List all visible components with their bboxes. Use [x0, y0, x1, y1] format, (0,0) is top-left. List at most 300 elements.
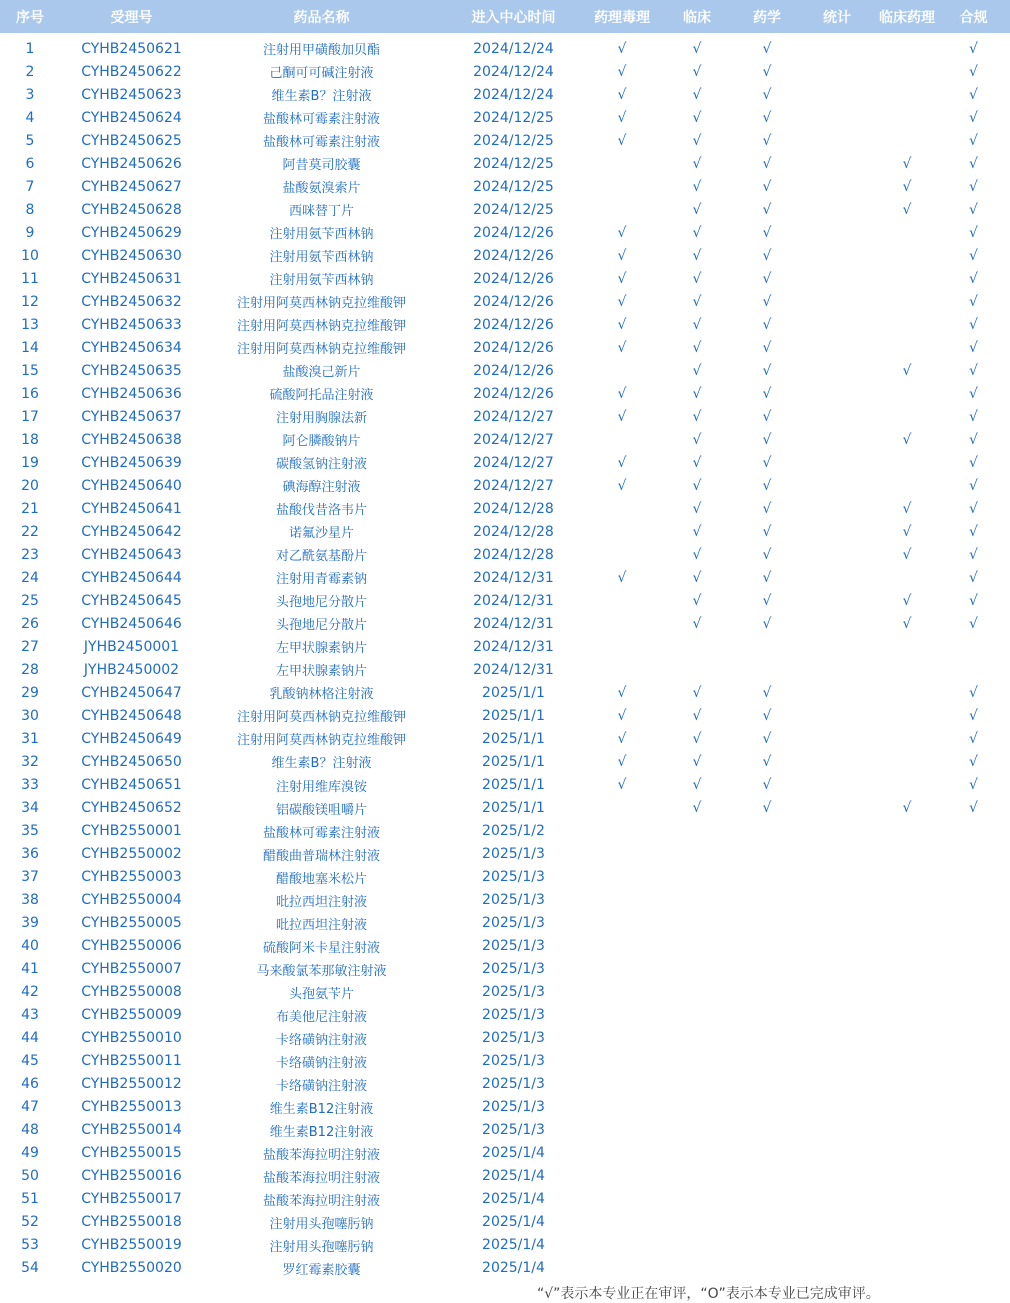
cell-statistics [797, 658, 877, 681]
cell-statistics [797, 543, 877, 566]
cell-pharmaceutics: √ [762, 86, 772, 103]
cell-entry-date: 2024/12/31 [473, 638, 554, 655]
cell-drug-name: 盐酸林可霉素注射液 [262, 825, 380, 841]
cell-statistics [797, 244, 877, 267]
table-row [0, 497, 1010, 520]
cell-pharmacology-toxicology [587, 981, 657, 1004]
cell-clinical-pharmacology [877, 750, 937, 773]
cell-clinical-pharmacology [877, 912, 937, 935]
cell-entry-date: 2024/12/26 [473, 385, 554, 402]
table-row [0, 1096, 1010, 1119]
cell-compliance [937, 866, 1010, 889]
cell-acceptance-no: CYHB2550016 [81, 1168, 182, 1185]
cell-acceptance-no: CYHB2550014 [81, 1122, 182, 1139]
cell-no: 13 [21, 316, 39, 333]
cell-entry-date: 2025/1/3 [482, 846, 545, 863]
cell-acceptance-no: CYHB2450627 [81, 178, 182, 195]
cell-no: 12 [21, 293, 39, 310]
cell-pharmaceutics: √ [762, 569, 772, 586]
cell-entry-date: 2024/12/27 [473, 454, 554, 471]
cell-no: 4 [25, 109, 35, 126]
cell-clinical-pharmacology: √ [902, 546, 912, 563]
table-row [0, 704, 1010, 727]
cell-clinical [657, 981, 737, 1004]
table-row [0, 198, 1010, 221]
cell-pharmacology-toxicology [587, 635, 657, 658]
cell-entry-date: 2025/1/1 [482, 707, 545, 724]
cell-compliance: √ [969, 777, 978, 793]
cell-no: 45 [21, 1053, 39, 1070]
cell-no: 52 [21, 1214, 39, 1231]
cell-drug-name: 左甲状腺素钠片 [275, 664, 367, 680]
cell-compliance [937, 843, 1010, 866]
cell-clinical [657, 958, 737, 981]
cell-pharmaceutics: √ [762, 178, 772, 195]
cell-drug-name: 注射用氨苄西林钠 [269, 227, 374, 243]
cell-acceptance-no: CYHB2550019 [81, 1237, 182, 1254]
cell-clinical-pharmacology [877, 958, 937, 981]
cell-statistics [797, 129, 877, 152]
table-row [0, 981, 1010, 1004]
cell-clinical-pharmacology: √ [902, 615, 912, 632]
cell-drug-name: 头孢氨苄片 [288, 986, 354, 1002]
cell-entry-date: 2025/1/4 [482, 1191, 545, 1208]
cell-statistics [797, 1165, 877, 1188]
cell-entry-date: 2024/12/26 [473, 362, 554, 379]
cell-entry-date: 2024/12/31 [473, 592, 554, 609]
cell-acceptance-no: CYHB2450640 [81, 477, 182, 494]
cell-clinical-pharmacology [877, 1234, 937, 1257]
cell-drug-name: 硫酸阿托品注射液 [269, 388, 374, 404]
cell-clinical [657, 1257, 737, 1280]
cell-pharmacology-toxicology: √ [617, 40, 627, 57]
cell-acceptance-no: CYHB2450635 [81, 362, 182, 379]
cell-clinical: √ [692, 40, 702, 57]
cell-clinical: √ [692, 178, 702, 195]
cell-pharmacology-toxicology: √ [617, 293, 627, 310]
cell-compliance [937, 889, 1010, 912]
cell-compliance: √ [969, 201, 978, 218]
cell-acceptance-no: CYHB2450629 [81, 224, 182, 241]
cell-acceptance-no: CYHB2450646 [81, 615, 182, 632]
cell-entry-date: 2024/12/27 [473, 408, 554, 425]
cell-clinical-pharmacology [877, 83, 937, 106]
cell-statistics [797, 935, 877, 958]
cell-no: 27 [21, 638, 39, 655]
cell-pharmacology-toxicology [587, 843, 657, 866]
cell-compliance: √ [969, 477, 978, 494]
cell-pharmacology-toxicology [587, 589, 657, 612]
cell-entry-date: 2025/1/4 [482, 1168, 545, 1185]
cell-no: 10 [21, 247, 39, 264]
cell-pharmaceutics: √ [762, 293, 772, 310]
cell-clinical [657, 635, 737, 658]
cell-statistics [797, 1188, 877, 1211]
cell-entry-date: 2025/1/3 [482, 869, 545, 886]
cell-clinical-pharmacology [877, 981, 937, 1004]
cell-acceptance-no: CYHB2450628 [81, 201, 182, 218]
cell-statistics [797, 221, 877, 244]
cell-pharmacology-toxicology: √ [617, 109, 627, 126]
cell-pharmacology-toxicology [587, 889, 657, 912]
cell-statistics [797, 1073, 877, 1096]
cell-clinical-pharmacology: √ [902, 523, 912, 540]
table-row [0, 543, 1010, 566]
cell-entry-date: 2024/12/26 [473, 224, 554, 241]
cell-statistics [797, 359, 877, 382]
cell-clinical-pharmacology [877, 1165, 937, 1188]
cell-drug-name: 注射用阿莫西林钠克拉维酸钾 [236, 319, 406, 335]
cell-compliance: √ [969, 454, 978, 471]
cell-drug-name: 注射用甲磺酸加贝酯 [262, 43, 380, 58]
cell-clinical-pharmacology [877, 820, 937, 843]
cell-clinical-pharmacology [877, 1004, 937, 1027]
cell-statistics [797, 1004, 877, 1027]
cell-pharmaceutics [737, 1257, 797, 1280]
cell-clinical-pharmacology [877, 1027, 937, 1050]
cell-pharmaceutics [737, 1050, 797, 1073]
cell-acceptance-no: CYHB2450637 [81, 408, 182, 425]
cell-statistics [797, 336, 877, 359]
cell-drug-name: 维生素B12注射液 [269, 1101, 374, 1117]
cell-drug-name: 维生素B12注射液 [269, 1124, 374, 1140]
cell-drug-name: 乳酸钠林格注射液 [269, 687, 374, 703]
cell-acceptance-no: CYHB2450636 [81, 385, 182, 402]
cell-pharmacology-toxicology [587, 1142, 657, 1165]
cell-clinical-pharmacology [877, 336, 937, 359]
cell-pharmaceutics [737, 1004, 797, 1027]
cell-statistics [797, 635, 877, 658]
cell-entry-date: 2025/1/1 [482, 730, 545, 747]
cell-pharmacology-toxicology [587, 797, 657, 820]
cell-statistics [797, 497, 877, 520]
cell-no: 26 [21, 615, 39, 632]
cell-clinical-pharmacology [877, 727, 937, 750]
cell-entry-date: 2024/12/24 [473, 40, 554, 57]
cell-pharmaceutics [737, 1073, 797, 1096]
cell-pharmacology-toxicology: √ [617, 730, 627, 747]
cell-compliance: √ [969, 800, 978, 817]
cell-drug-name: 马来酸氯苯那敏注射液 [256, 963, 387, 979]
cell-clinical [657, 912, 737, 935]
table-row [0, 405, 1010, 428]
cell-entry-date: 2025/1/3 [482, 1076, 545, 1093]
cell-acceptance-no: CYHB2550006 [81, 938, 182, 955]
cell-clinical-pharmacology [877, 1050, 937, 1073]
table-row [0, 635, 1010, 658]
cell-acceptance-no: CYHB2450642 [81, 523, 182, 540]
cell-no: 33 [21, 777, 39, 793]
cell-compliance [937, 658, 1010, 681]
cell-drug-name: 左甲状腺素钠片 [275, 641, 367, 657]
cell-entry-date: 2025/1/3 [482, 1030, 545, 1047]
cell-statistics [797, 704, 877, 727]
cell-clinical [657, 1027, 737, 1050]
cell-statistics [797, 1027, 877, 1050]
cell-compliance [937, 820, 1010, 843]
cell-acceptance-no: CYHB2550001 [81, 823, 182, 840]
cell-pharmacology-toxicology: √ [617, 316, 627, 333]
cell-pharmaceutics [737, 889, 797, 912]
header-cell-drug-name: 药品名称 [293, 9, 350, 26]
cell-drug-name: 注射用阿莫西林钠克拉维酸钾 [236, 296, 406, 312]
cell-compliance [937, 1211, 1010, 1234]
cell-compliance: √ [969, 362, 978, 379]
cell-statistics [797, 1096, 877, 1119]
cell-clinical: √ [692, 454, 702, 471]
cell-statistics [797, 612, 877, 635]
cell-entry-date: 2024/12/31 [473, 615, 554, 632]
cell-drug-name: 吡拉西坦注射液 [275, 917, 367, 933]
table-row [0, 866, 1010, 889]
cell-clinical-pharmacology [877, 382, 937, 405]
cell-drug-name: 盐酸林可霉素注射液 [262, 112, 380, 128]
cell-drug-name: 盐酸苯海拉明注射液 [262, 1193, 380, 1209]
cell-no: 54 [21, 1260, 39, 1277]
cell-acceptance-no: CYHB2450624 [81, 109, 182, 126]
cell-entry-date: 2024/12/27 [473, 431, 554, 448]
cell-pharmaceutics [737, 866, 797, 889]
cell-entry-date: 2024/12/26 [473, 293, 554, 310]
cell-statistics [797, 83, 877, 106]
table-row [0, 83, 1010, 106]
cell-clinical: √ [692, 362, 702, 379]
cell-entry-date: 2024/12/24 [473, 86, 554, 103]
cell-no: 5 [25, 132, 35, 149]
cell-entry-date: 2025/1/2 [482, 823, 545, 840]
cell-entry-date: 2024/12/25 [473, 178, 554, 195]
cell-clinical-pharmacology: √ [902, 178, 912, 195]
cell-entry-date: 2024/12/27 [473, 477, 554, 494]
cell-no: 20 [21, 477, 39, 494]
cell-clinical-pharmacology [877, 774, 937, 797]
cell-acceptance-no: CYHB2450645 [81, 592, 182, 609]
cell-pharmaceutics: √ [762, 707, 772, 724]
cell-no: 25 [21, 592, 39, 609]
cell-compliance: √ [969, 339, 978, 356]
cell-acceptance-no: CYHB2450630 [81, 247, 182, 264]
cell-clinical: √ [692, 247, 702, 264]
cell-pharmaceutics: √ [762, 385, 772, 402]
cell-entry-date: 2025/1/4 [482, 1214, 545, 1231]
cell-compliance [937, 1119, 1010, 1142]
cell-pharmaceutics: √ [762, 247, 772, 264]
cell-compliance: √ [969, 569, 978, 586]
cell-pharmaceutics [737, 912, 797, 935]
cell-drug-name: 盐酸苯海拉明注射液 [262, 1147, 380, 1163]
cell-entry-date: 2025/1/3 [482, 961, 545, 978]
cell-pharmacology-toxicology: √ [617, 224, 627, 241]
cell-pharmacology-toxicology [587, 543, 657, 566]
table-row [0, 589, 1010, 612]
cell-no: 37 [21, 869, 39, 886]
cell-statistics [797, 290, 877, 313]
cell-drug-name: 西咪替丁片 [288, 204, 354, 220]
cell-entry-date: 2024/12/26 [473, 270, 554, 287]
cell-clinical: √ [692, 800, 702, 817]
table-row [0, 566, 1010, 589]
cell-pharmaceutics [737, 1119, 797, 1142]
cell-drug-name: 卡络磺钠注射液 [275, 1032, 367, 1048]
cell-drug-name: 阿仑膦酸钠片 [282, 434, 361, 450]
cell-acceptance-no: CYHB2550010 [81, 1030, 182, 1047]
cell-pharmacology-toxicology: √ [617, 385, 627, 402]
table-row [0, 267, 1010, 290]
cell-statistics [797, 958, 877, 981]
table-row [0, 797, 1010, 820]
cell-statistics [797, 1119, 877, 1142]
cell-clinical-pharmacology [877, 1142, 937, 1165]
cell-compliance: √ [969, 523, 978, 540]
cell-pharmacology-toxicology [587, 1188, 657, 1211]
table-row [0, 60, 1010, 83]
cell-drug-name: 头孢地尼分散片 [275, 595, 367, 611]
cell-clinical: √ [692, 615, 702, 632]
cell-compliance: √ [969, 270, 978, 287]
cell-drug-name: 碘海醇注射液 [282, 480, 361, 496]
cell-acceptance-no: CYHB2550003 [81, 869, 182, 886]
cell-compliance [937, 1004, 1010, 1027]
cell-drug-name: 注射用青霉素钠 [275, 572, 367, 588]
cell-clinical [657, 1165, 737, 1188]
cell-entry-date: 2024/12/25 [473, 155, 554, 172]
cell-statistics [797, 750, 877, 773]
cell-compliance: √ [969, 63, 978, 80]
table-row [0, 1142, 1010, 1165]
cell-entry-date: 2025/1/3 [482, 1007, 545, 1024]
cell-pharmacology-toxicology [587, 152, 657, 175]
cell-clinical: √ [692, 569, 702, 586]
cell-statistics [797, 267, 877, 290]
header-cell-no: 序号 [16, 9, 44, 26]
cell-clinical [657, 866, 737, 889]
cell-pharmacology-toxicology [587, 359, 657, 382]
cell-compliance: √ [969, 247, 978, 264]
table-row [0, 1027, 1010, 1050]
cell-clinical-pharmacology [877, 1211, 937, 1234]
cell-no: 11 [21, 270, 39, 287]
cell-pharmacology-toxicology [587, 1234, 657, 1257]
cell-pharmaceutics: √ [762, 201, 772, 218]
cell-pharmacology-toxicology: √ [617, 569, 627, 586]
cell-compliance: √ [969, 408, 978, 425]
cell-pharmaceutics [737, 635, 797, 658]
cell-statistics [797, 60, 877, 83]
cell-clinical-pharmacology [877, 60, 937, 83]
cell-no: 22 [21, 523, 39, 540]
cell-pharmacology-toxicology [587, 520, 657, 543]
cell-clinical-pharmacology: √ [902, 431, 912, 448]
cell-entry-date: 2024/12/26 [473, 339, 554, 356]
cell-clinical: √ [692, 86, 702, 103]
table-row [0, 37, 1010, 60]
table-row [0, 1234, 1010, 1257]
cell-no: 8 [25, 201, 35, 218]
cell-pharmacology-toxicology [587, 612, 657, 635]
cell-clinical: √ [692, 201, 702, 218]
cell-clinical: √ [692, 63, 702, 80]
cell-clinical-pharmacology: √ [902, 201, 912, 218]
cell-compliance [937, 1257, 1010, 1280]
cell-entry-date: 2025/1/1 [482, 684, 545, 701]
cell-compliance: √ [969, 753, 978, 770]
cell-statistics [797, 198, 877, 221]
cell-compliance [937, 1142, 1010, 1165]
cell-no: 16 [21, 385, 39, 402]
cell-clinical: √ [692, 155, 702, 172]
cell-no: 41 [21, 961, 39, 978]
cell-clinical-pharmacology [877, 267, 937, 290]
footer-note: “√”表示本专业正在审评，“O”表示本专业已完成审评。 [537, 1286, 880, 1302]
table-row [0, 1004, 1010, 1027]
cell-pharmaceutics: √ [762, 477, 772, 494]
cell-entry-date: 2024/12/31 [473, 569, 554, 586]
cell-compliance [937, 635, 1010, 658]
cell-compliance: √ [969, 86, 978, 103]
table-row [0, 727, 1010, 750]
cell-entry-date: 2025/1/3 [482, 984, 545, 1001]
cell-no: 3 [25, 86, 35, 103]
cell-clinical: √ [692, 777, 702, 793]
cell-no: 2 [25, 63, 35, 80]
cell-pharmacology-toxicology: √ [617, 270, 627, 287]
cell-clinical: √ [692, 224, 702, 241]
cell-pharmacology-toxicology: √ [617, 63, 627, 80]
header-cell-compliance: 合规 [959, 9, 988, 26]
cell-drug-name: 卡络磺钠注射液 [275, 1055, 367, 1071]
cell-clinical: √ [692, 753, 702, 770]
table-row [0, 474, 1010, 497]
cell-compliance [937, 1096, 1010, 1119]
cell-acceptance-no: CYHB2550017 [81, 1191, 182, 1208]
cell-pharmaceutics [737, 1188, 797, 1211]
cell-acceptance-no: CYHB2450623 [81, 86, 182, 103]
cell-pharmaceutics: √ [762, 684, 772, 701]
header-cell-acceptance-no: 受理号 [110, 9, 153, 26]
cell-statistics [797, 1257, 877, 1280]
cell-clinical: √ [692, 684, 702, 701]
cell-pharmacology-toxicology [587, 935, 657, 958]
cell-drug-name: 阿昔莫司胶囊 [282, 158, 361, 174]
cell-pharmacology-toxicology [587, 428, 657, 451]
cell-compliance: √ [969, 132, 978, 149]
cell-acceptance-no: JYHB2450002 [83, 661, 180, 678]
cell-drug-name: 碳酸氢钠注射液 [275, 457, 367, 473]
cell-compliance: √ [969, 109, 978, 126]
cell-acceptance-no: CYHB2550013 [81, 1099, 182, 1116]
cell-acceptance-no: CYHB2550005 [81, 915, 182, 932]
cell-clinical: √ [692, 270, 702, 287]
cell-clinical-pharmacology [877, 451, 937, 474]
cell-entry-date: 2025/1/3 [482, 1053, 545, 1070]
table-header [0, 0, 1010, 33]
cell-statistics [797, 820, 877, 843]
cell-no: 43 [21, 1007, 39, 1024]
table-row [0, 152, 1010, 175]
table-row [0, 106, 1010, 129]
cell-statistics [797, 589, 877, 612]
table-row [0, 313, 1010, 336]
cell-drug-name: 盐酸苯海拉明注射液 [262, 1170, 380, 1186]
cell-drug-name: 罗红霉素胶囊 [282, 1262, 361, 1278]
cell-pharmacology-toxicology: √ [617, 132, 627, 149]
cell-pharmacology-toxicology: √ [617, 684, 627, 701]
cell-statistics [797, 1234, 877, 1257]
cell-clinical [657, 820, 737, 843]
cell-pharmacology-toxicology [587, 866, 657, 889]
cell-compliance [937, 1050, 1010, 1073]
cell-clinical: √ [692, 408, 702, 425]
